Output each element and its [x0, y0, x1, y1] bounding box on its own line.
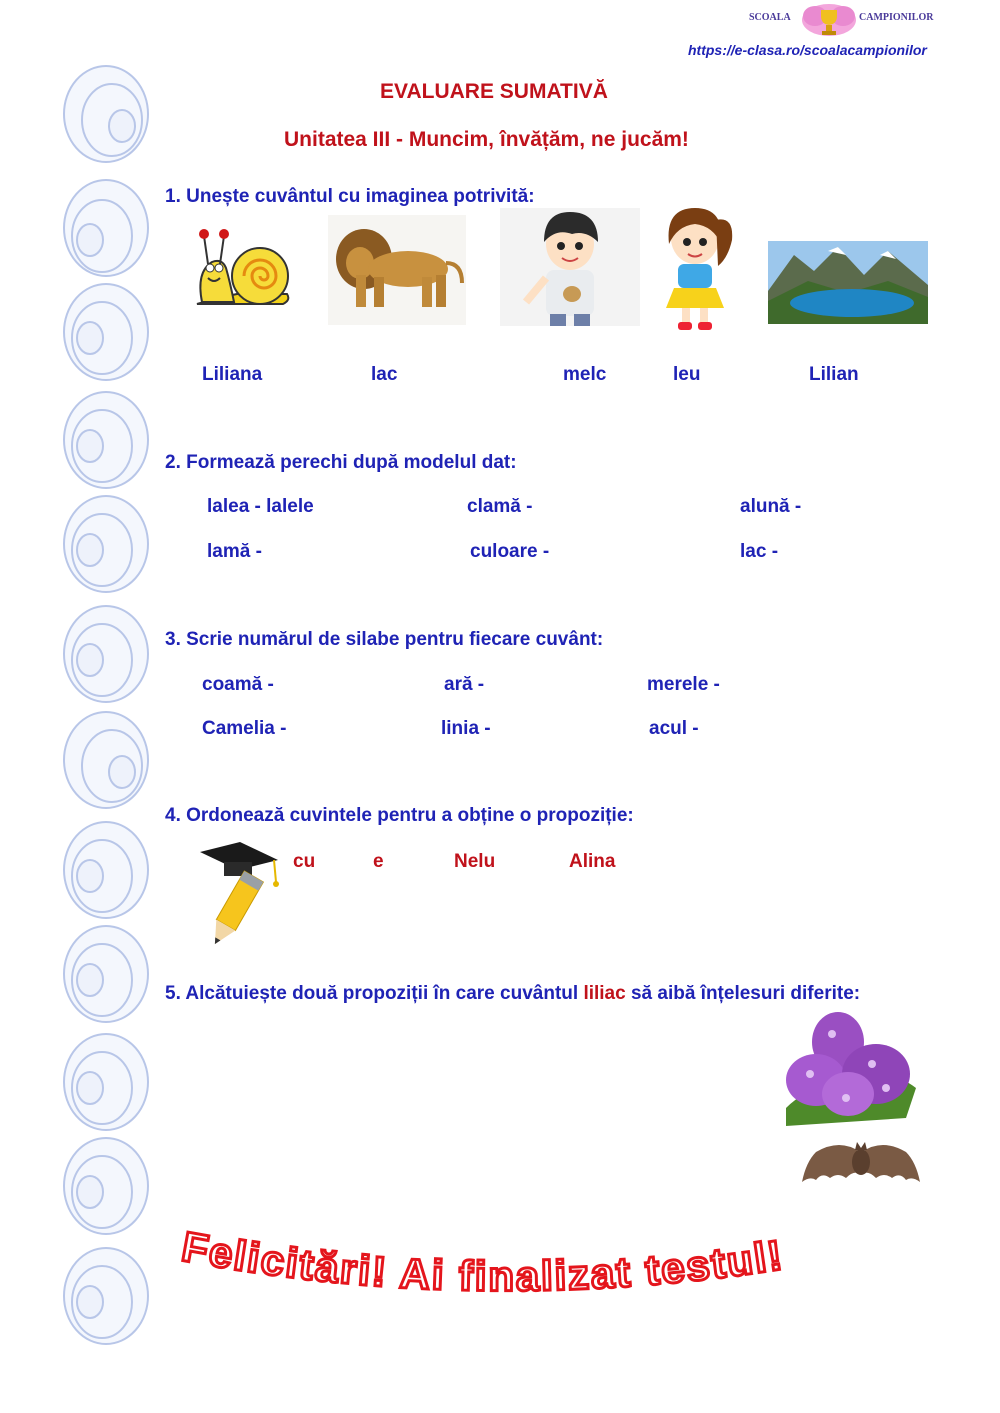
lilac-flower-image: [776, 1008, 926, 1126]
trophy-flower-icon: [801, 2, 857, 38]
spiral-ring-icon: [62, 494, 150, 594]
q3-item[interactable]: acul -: [649, 718, 699, 739]
q4-word[interactable]: Nelu: [454, 851, 496, 872]
q4-word[interactable]: cu: [293, 851, 316, 872]
question-4-prompt: 4. Ordonează cuvintele pentru a obține o propoziție:: [165, 805, 634, 826]
spiral-ring-icon: [62, 604, 150, 704]
q2-item[interactable]: alună -: [740, 496, 802, 517]
question-3-prompt: 3. Scrie numărul de silabe pentru fiecare cuvânt:: [165, 629, 604, 650]
svg-text:Felicitări! Ai finalizat testu: [178, 1223, 787, 1300]
lion-image: [328, 215, 466, 325]
logo-right-text: CAMPIONILOR: [859, 12, 934, 23]
q3-item[interactable]: linia -: [441, 718, 491, 739]
graduation-pencil-image: [190, 842, 280, 954]
snail-image: [192, 216, 292, 316]
spiral-ring-icon: [62, 1136, 150, 1236]
question-5-prompt: [165, 983, 860, 1005]
q3-item[interactable]: merele -: [647, 674, 720, 695]
spiral-ring-icon: [62, 64, 150, 164]
q2-model-pair: lalea - lalele: [207, 496, 314, 517]
question-2-prompt: 2. Formează perechi după modelul dat:: [165, 452, 517, 473]
q5-keyword: liliac: [583, 983, 626, 1004]
q5-prompt-start: 5. Alcătuiește două propoziții în care cuvântul: [165, 983, 584, 1004]
page-subtitle: Unitatea III - Muncim, învățăm, ne jucăm!: [284, 128, 689, 151]
q4-word[interactable]: e: [373, 851, 384, 872]
question-1-prompt: 1. Unește cuvântul cu imaginea potrivită:: [165, 186, 535, 207]
q2-item[interactable]: lac -: [740, 541, 779, 562]
spiral-ring-icon: [62, 820, 150, 920]
spiral-ring-icon: [62, 710, 150, 810]
spiral-ring-icon: [62, 282, 150, 382]
congratulations-text: Felicitări! Ai finalizat testul!: [178, 1222, 787, 1300]
q2-item[interactable]: clamă -: [467, 496, 533, 517]
q3-item[interactable]: Camelia -: [202, 718, 287, 739]
q1-word-option[interactable]: melc: [563, 364, 607, 385]
logo-left-text: SCOALA: [749, 12, 791, 23]
q3-item[interactable]: coamă -: [202, 674, 274, 695]
q5-prompt-end: să aibă înțelesuri diferite:: [625, 983, 861, 1004]
boy-image: [500, 208, 640, 326]
congratulations-banner: [170, 1200, 940, 1310]
q1-word-option[interactable]: Liliana: [202, 364, 263, 385]
q1-word-option[interactable]: Lilian: [809, 364, 859, 385]
page-title: EVALUARE SUMATIVĂ: [380, 80, 608, 103]
spiral-ring-icon: [62, 178, 150, 278]
spiral-ring-icon: [62, 390, 150, 490]
q1-word-option[interactable]: lac: [371, 364, 398, 385]
website-link[interactable]: https://e-clasa.ro/scoalacampionilor: [688, 42, 927, 58]
lake-image: [768, 241, 928, 324]
q3-item[interactable]: ară -: [444, 674, 485, 695]
q2-item[interactable]: lamă -: [207, 541, 262, 562]
girl-image: [652, 204, 738, 332]
q4-word[interactable]: Alina: [569, 851, 616, 872]
school-logo: [735, 2, 935, 40]
q2-item[interactable]: culoare -: [470, 541, 550, 562]
bat-image: [802, 1140, 920, 1188]
spiral-ring-icon: [62, 1246, 150, 1346]
q1-word-option[interactable]: leu: [673, 364, 701, 385]
spiral-ring-icon: [62, 1032, 150, 1132]
spiral-ring-icon: [62, 924, 150, 1024]
